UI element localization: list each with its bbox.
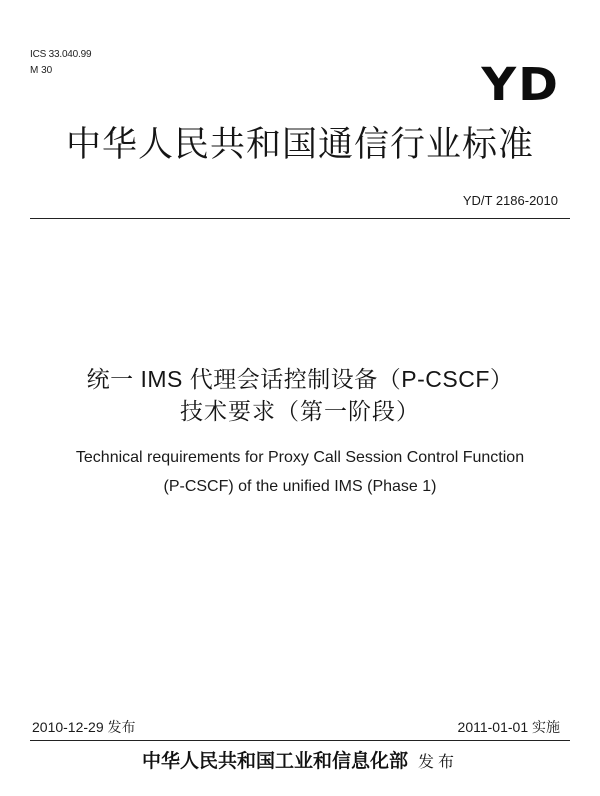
publisher-suffix: 发布 (418, 752, 459, 771)
ics-code: ICS 33.040.99 (30, 49, 92, 60)
standard-title: 中华人民共和国通信行业标准 (65, 125, 534, 165)
publisher-name: 中华人民共和国工业和信息化部 (141, 750, 408, 772)
implementation-date: 2011-01-01 实施 (457, 719, 560, 735)
document-title-cn-line1: 统一 IMS 代理会话控制设备（P-CSCF） (86, 366, 514, 392)
document-title-cn-line2: 技术要求（第一阶段） (180, 398, 420, 424)
footer-divider (30, 740, 570, 741)
classification-code: M 30 (30, 65, 53, 76)
yd-logo: YD (481, 58, 560, 112)
issue-date: 2010-12-29 发布 (32, 719, 136, 735)
header-divider (30, 218, 570, 219)
document-title-en-line2: (P-CSCF) of the unified IMS (Phase 1) (163, 478, 437, 495)
publisher (0, 748, 600, 775)
standard-code: YD/T 2186-2010 (462, 193, 558, 208)
document-title-en-line1: Technical requirements for Proxy Call Session Control Function (75, 449, 525, 466)
